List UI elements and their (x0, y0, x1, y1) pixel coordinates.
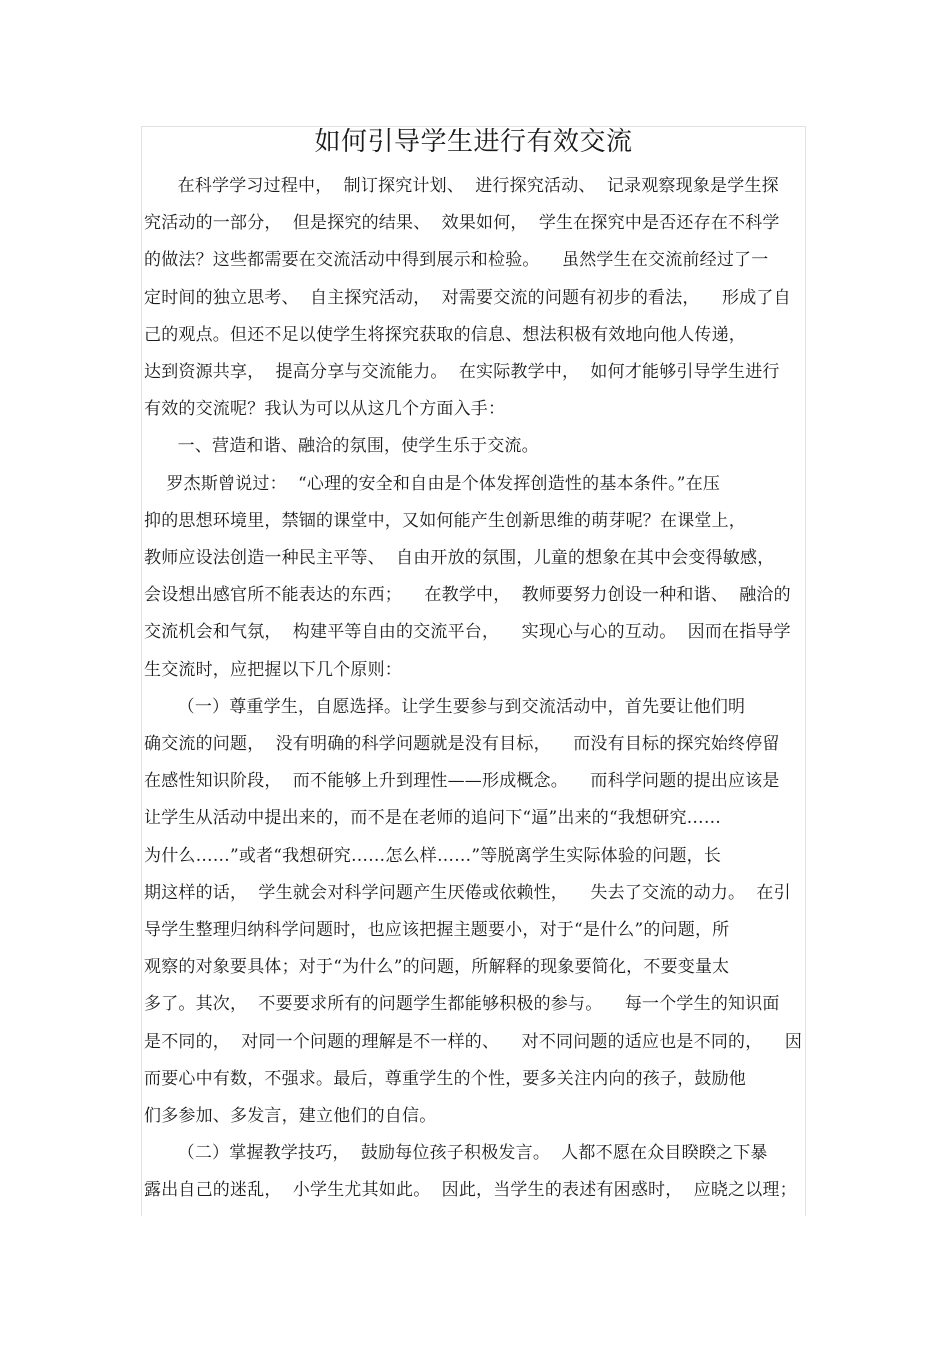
text-line: 在科学学习过程中， 制订探究计划、 进行探究活动、 记录观察现象是学生探 (144, 176, 779, 196)
page-title: 如何引导学生进行有效交流 (314, 127, 633, 157)
text-line: 己的观点。但还不足以使学生将探究获取的信息、想法积极有效地向他人传递， (144, 324, 746, 345)
text-line: 达到资源共享， 提高分享与交流能力。 在实际教学中， 如何才能够引导学生进行 (144, 362, 780, 382)
text-line: 期这样的话， 学生就会对科学问题产生厌倦或依赖性， 失去了交流的动力。 在引 (144, 882, 791, 903)
text-line: 教师应设法创造一种民主平等、 自由开放的氛围，儿童的想象在其中会变得敏感， (144, 548, 775, 568)
text-line: 为什么……”或者“我想研究……怎么样……”等脱离学生实际体验的问题，长 (144, 845, 722, 866)
text-line: 多了。其次， 不要要求所有的问题学生都能够积极的参与。 每一个学生的知识面 (144, 994, 780, 1015)
text-line: 露出自己的迷乱， 小学生尤其如此。 因此，当学生的表述有困惑时， 应晓之以理； (144, 1180, 797, 1201)
text-line: 是不同的， 对同一个问题的理解是不一样的、 对不同问题的适应也是不同的， 因 (144, 1031, 803, 1052)
text-line: 导学生整理归纳科学问题时，也应该把握主题要小，对于“是什么”的问题，所 (144, 920, 730, 940)
text-line: 观察的对象要具体；对于“为什么”的问题，所解释的现象要简化，不要变量太 (144, 957, 730, 978)
text-line: 生交流时，应把握以下几个原则： (144, 659, 402, 680)
text-line: 确交流的问题， 没有明确的科学问题就是没有目标， 而没有目标的探究始终停留 (144, 734, 780, 754)
text-line: 抑的思想环境里，禁锢的课堂中，又如何能产生创新思维的萌芽呢？在课堂上， (144, 510, 746, 531)
text-line: 有效的交流呢？我认为可以从这几个方面入手： (144, 399, 506, 420)
text-line: 让学生从活动中提出来的，而不是在老师的追问下“逼”出来的“我想研究…… (144, 808, 722, 829)
text-line: 的做法？这些都需要在交流活动中得到展示和检验。 虽然学生在交流前经过了一 (144, 250, 769, 271)
text-line: 究活动的一部分， 但是探究的结果、 效果如何， 学生在探究中是否还存在不科学 (144, 213, 780, 234)
text-line: 们多参加、多发言，建立他们的自信。 (144, 1106, 437, 1126)
text-line: （二）掌握教学技巧， 鼓励每位孩子积极发言。 人都不愿在众目睽睽之下暴 (144, 1143, 768, 1164)
text-line: 一、营造和谐、融洽的氛围，使学生乐于交流。 (144, 436, 539, 457)
text-line: （一）尊重学生，自愿选择。让学生要参与到交流活动中，首先要让他们明 (144, 696, 746, 717)
text-line: 在感性知识阶段， 而不能够上升到理性——形成概念。 而科学问题的提出应该是 (144, 771, 780, 792)
text-line: 定时间的独立思考、 自主探究活动， 对需要交流的问题有初步的看法， 形成了自 (144, 287, 791, 308)
text-line: 罗杰斯曾说过： “心理的安全和自由是个体发挥创造性的基本条件。”在压 (144, 473, 721, 494)
text-line: 交流机会和气氛， 构建平等自由的交流平台， 实现心与心的互动。 因而在指导学 (144, 622, 791, 643)
text-line: 会设想出感官所不能表达的东西； 在教学中， 教师要努力创设一种和谐、 融洽的 (144, 585, 791, 606)
text-line: 而要心中有数，不强求。最后，尊重学生的个性，要多关注内向的孩子，鼓励他 (144, 1068, 746, 1089)
